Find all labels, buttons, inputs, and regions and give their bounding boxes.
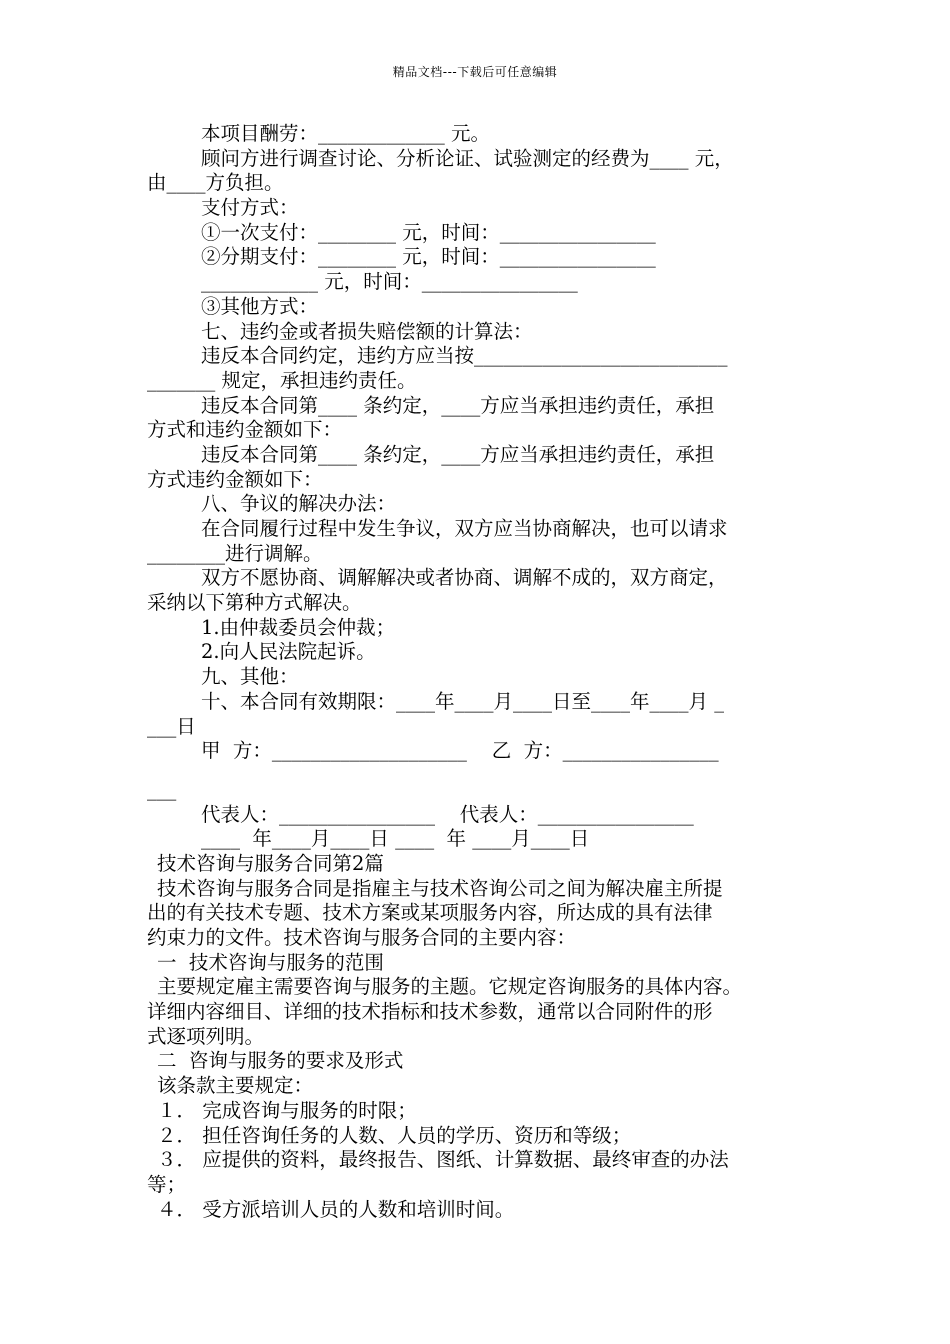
text-line: 2.向人民法院起诉。 [201,640,376,664]
text-line: 式逐项列明。 [147,1024,265,1048]
text-line: 一 技术咨询与服务的范围 [157,950,384,974]
text-line: ３． 应提供的资料，最终报告、图纸、计算数据、最终审查的办法 [157,1148,729,1172]
text-line: ４． 受方派培训人员的人数和培训时间。 [157,1197,515,1221]
text-line: 十、本合同有效期限：____年____月____日至____年____月 _ [201,689,724,713]
text-line: 技术咨询与服务合同第2篇 [157,851,384,875]
text-line: 甲 方：____________________ 乙 方：________________ [201,739,719,763]
text-line: 顾问方进行调查讨论、分析论证、试验测定的经费为____ 元， [201,146,734,170]
text-line: 技术咨询与服务合同是指雇主与技术咨询公司之间为解决雇主所提 [157,876,723,900]
text-line: 在合同履行过程中发生争议，双方应当协商解决，也可以请求 [201,517,728,540]
text-line: 详细内容细目、详细的技术指标和技术参数，通常以合同附件的形 [147,1000,713,1024]
text-line: 由____方负担。 [147,171,284,195]
text-line: 本项目酬劳：_____________ 元。 [201,122,490,145]
text-line: ____________ 元，时间：________________ [201,270,578,294]
text-line: ２． 担任咨询任务的人数、人员的学历、资历和等级； [157,1123,632,1147]
text-line: ①一次支付：________ 元，时间：________________ [201,220,656,244]
text-line: 八、争议的解决办法： [201,492,397,516]
text-line: 主要规定雇主需要咨询与服务的主题。它规定咨询服务的具体内容。 [157,975,743,999]
line-gap [147,764,812,778]
text-line: ________进行调解。 [147,541,323,565]
page-header: 精品文档---下载后可任意编辑 [392,65,558,79]
document-body [147,122,812,1222]
text-line: 违反本合同约定，违约方应当按__________________________ [201,344,728,368]
text-line: 约束力的文件。技术咨询与服务合同的主要内容： [147,926,577,949]
text-line: 等； [147,1172,187,1196]
text-line: 方式违约金额如下： [147,467,323,491]
text-line: 双方不愿协商、调解解决或者协商、调解不成的，双方商定， [201,566,728,590]
text-line: 七、违约金或者损失赔偿额的计算法： [201,319,533,343]
text-line: 方式和违约金额如下： [147,418,343,442]
text-line: ③其他方式： [201,294,319,318]
text-line: 代表人：________________ 代表人：________________ [201,802,694,826]
text-line: ②分期支付：________ 元，时间：________________ [201,245,656,269]
text-line: ___ [147,777,177,801]
text-line: 二 咨询与服务的要求及形式 [157,1049,404,1073]
text-line: 出的有关技术专题、技术方案或某项服务内容，所达成的具有法律 [147,901,713,925]
text-line: 九、其他： [201,665,299,689]
text-line: 采纳以下第种方式解决。 [147,591,362,615]
text-line: 该条款主要规定： [157,1074,314,1098]
text-line: 支付方式： [201,196,299,220]
text-line: 违反本合同第____ 条约定，____方应当承担违约责任，承担 [201,442,715,466]
text-line: １． 完成咨询与服务的时限； [157,1098,417,1122]
text-line: ___日 [147,714,196,738]
text-line: _______ 规定，承担违约责任。 [147,368,417,392]
text-line: 1.由仲裁委员会仲裁； [201,615,396,639]
text-line: 违反本合同第____ 条约定，____方应当承担违约责任，承担 [201,393,715,417]
text-line: ____ 年____月____日 ____ 年 ____月____日 [201,827,590,851]
